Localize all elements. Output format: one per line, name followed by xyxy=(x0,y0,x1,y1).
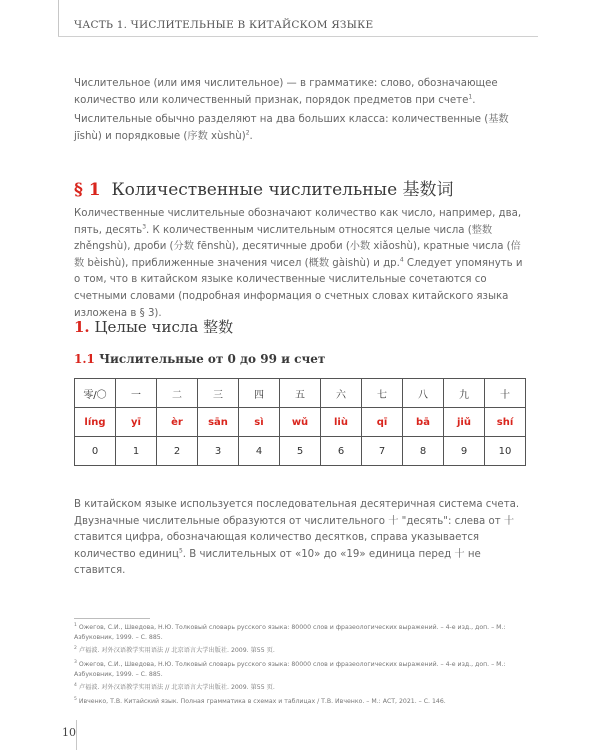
section-heading: § 1 Количественные числительные 基数词 xyxy=(74,180,454,200)
hanzi-cell: 一 xyxy=(116,379,157,408)
digit-cell: 7 xyxy=(362,437,403,466)
pinyin-cell: bā xyxy=(403,408,444,437)
digits-row xyxy=(75,437,526,466)
hanzi-cell: 零/〇 xyxy=(75,379,116,408)
numerals-table xyxy=(74,378,526,466)
footnote-separator xyxy=(74,618,150,619)
intro-paragraph-2: Числительные обычно разделяют на два больших класса: количественные (基数 jīshù) и порядковые (序数 xùshù)$^2$. xyxy=(74,114,509,142)
digit-cell: 8 xyxy=(403,437,444,466)
subsubsection-heading: 1.1 Числительные от 0 до 99 и счет xyxy=(74,352,326,366)
page-number: 10 xyxy=(62,726,76,739)
pinyin-cell: liù xyxy=(321,408,362,437)
hanzi-cell: 三 xyxy=(198,379,239,408)
footnote-1: $^1$ Ожегов, С.И., Шведова, Н.Ю. Толковый словарь русского языка: 80000 слов и фразеологических выражений. – 4-е изд., доп. – М.: Азбуковник, 1999. – С. 885. xyxy=(74,622,506,641)
intro-paragraph-1: Числительное (или имя числительное) — в грамматике: слово, обозначающее количество или количественный признак, порядок предметов при счете$^1$. xyxy=(74,78,498,106)
top-left-rule xyxy=(58,0,59,36)
footnote-ref[interactable]: 3 xyxy=(142,223,147,231)
digit-cell: 2 xyxy=(157,437,198,466)
digit-cell: 3 xyxy=(198,437,239,466)
pinyin-cell: shí xyxy=(485,408,526,437)
digit-cell: 6 xyxy=(321,437,362,466)
pinyin-cell: wǔ xyxy=(280,408,321,437)
digit-cell: 4 xyxy=(239,437,280,466)
footnote-ref[interactable]: 4 xyxy=(399,256,404,264)
section-paragraph: Количественные числительные обозначают количество как число, например, два, пять, десять$^3$. К количественным числительным относятся целые числа (整数 zhěngshù), дроби (分数 fēnshù), десятичные дроби (小数 xiǎoshù), кратные числа (倍数 bèishù), приближенные значения чисел (概数 gàishù) и др.$^4$ Следует упомянуть и о том, что в китайском языке количественные числительные сочетаются со счетными словами (подробная информация о счетных словах китайского языка изложена в § 3). xyxy=(74,208,523,319)
pinyin-cell: qī xyxy=(362,408,403,437)
footnote-ref[interactable]: 1 xyxy=(468,93,473,101)
footnote-2: $^2$ 卢福波. 对外汉语教学实用语法 // 北京语言大学出版社. 2009. 第55 页. xyxy=(74,645,275,654)
hanzi-cell: 二 xyxy=(157,379,198,408)
footer-rule xyxy=(76,720,77,750)
hanzi-row xyxy=(75,379,526,408)
footnote-4: $^4$ 卢福波. 对外汉语教学实用语法 // 北京语言大学出版社. 2009. 第55 页. xyxy=(74,682,275,691)
hanzi-cell: 五 xyxy=(280,379,321,408)
subsection-heading: 1. Целые числа 整数 xyxy=(74,318,234,336)
footnote-3: $^3$ Ожегов, С.И., Шведова, Н.Ю. Толковый словарь русского языка: 80000 слов и фразеологических выражений. – 4-е изд., доп. – М.: Азбуковник, 1999. – С. 885. xyxy=(74,659,506,678)
header-rule xyxy=(58,36,538,37)
digit-cell: 1 xyxy=(116,437,157,466)
hanzi-cell: 四 xyxy=(239,379,280,408)
digit-cell: 0 xyxy=(75,437,116,466)
running-header: ЧАСТЬ 1. ЧИСЛИТЕЛЬНЫЕ В КИТАЙСКОМ ЯЗЫКЕ xyxy=(74,19,374,31)
footnote-ref[interactable]: 5 xyxy=(178,547,183,555)
pinyin-cell: èr xyxy=(157,408,198,437)
footnote-5: $^5$ Ивченко, Т.В. Китайский язык. Полная грамматика в схемах и таблицах / Т.В. Ивченко. – М.: АСТ, 2021. – С. 146. xyxy=(74,696,446,705)
digit-cell: 5 xyxy=(280,437,321,466)
pinyin-cell: yī xyxy=(116,408,157,437)
pinyin-cell: líng xyxy=(75,408,116,437)
hanzi-cell: 九 xyxy=(444,379,485,408)
digit-cell: 9 xyxy=(444,437,485,466)
after-table-paragraph: В китайском языке используется последовательная десятеричная система счета. Двузначные числительные образуются от числительного 十 "десять": слева от 十 ставится цифра, обозначающая количество десятков, справа указывается количество единиц$^5$. В числительных от «10» до «19» единица перед 十 не ставится. xyxy=(74,499,520,577)
hanzi-cell: 七 xyxy=(362,379,403,408)
pinyin-cell: sì xyxy=(239,408,280,437)
hanzi-cell: 六 xyxy=(321,379,362,408)
footnote-ref[interactable]: 2 xyxy=(245,129,250,137)
hanzi-cell: 十 xyxy=(485,379,526,408)
pinyin-cell: jiǔ xyxy=(444,408,485,437)
pinyin-row xyxy=(75,408,526,437)
pinyin-cell: sān xyxy=(198,408,239,437)
digit-cell: 10 xyxy=(485,437,526,466)
hanzi-cell: 八 xyxy=(403,379,444,408)
